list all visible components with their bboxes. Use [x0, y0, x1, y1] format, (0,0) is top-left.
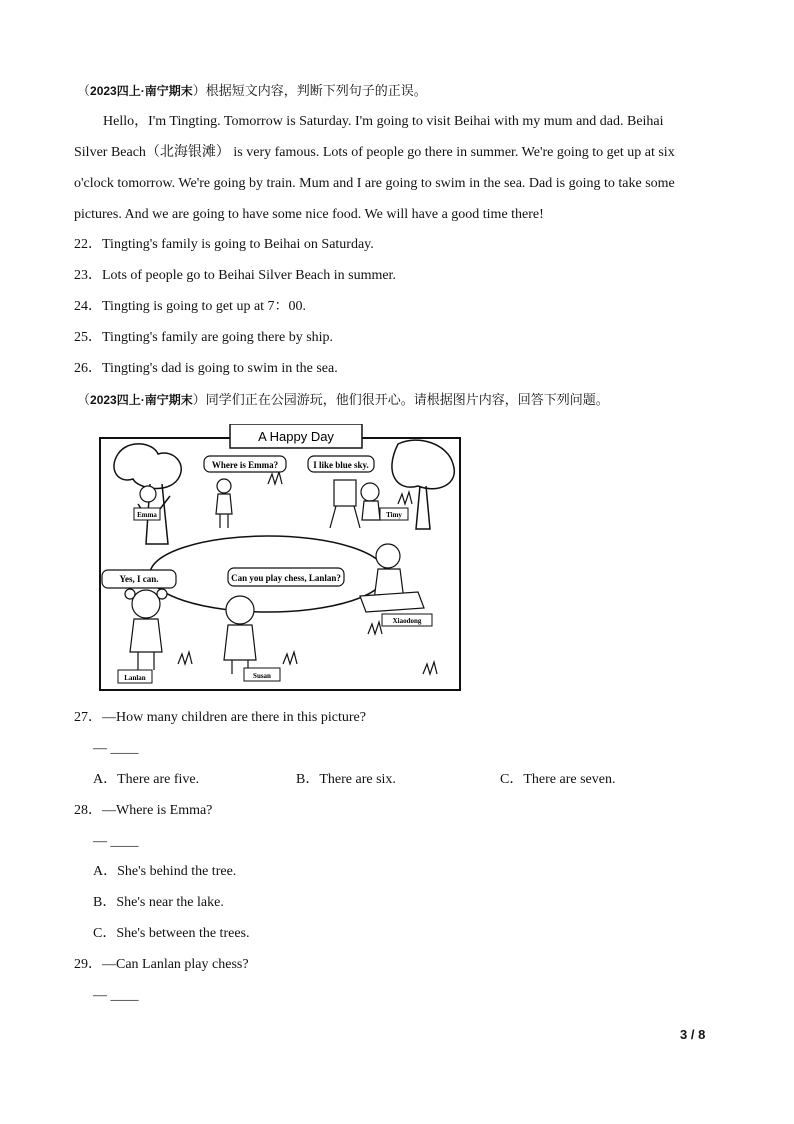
page-number: 3 / 8 — [680, 1027, 706, 1042]
source-paren: （ — [77, 83, 91, 98]
question-text: Tingting's dad is going to swim in the sea. — [102, 361, 338, 376]
passage-line-3: o'clock tomorrow. We're going by train. Mum and I are going to swim in the sea. Dad is going to take some — [74, 176, 675, 191]
question-text: —Can Lanlan play chess? — [102, 957, 249, 972]
question-text: Tingting's family is going to Beihai on Saturday. — [102, 237, 374, 252]
question-text: Tingting is going to get up at 7：00. — [102, 299, 307, 314]
section1-source — [77, 82, 427, 100]
question-24 — [74, 298, 306, 316]
label-emma-text: Emma — [137, 511, 157, 519]
question-number: 24． — [74, 299, 102, 314]
bubble-timy-text: I like blue sky. — [313, 460, 369, 470]
child-behind-tree-figure — [140, 486, 156, 502]
illustration-title: A Happy Day — [258, 429, 334, 444]
bubble-lanlan-text: Yes, I can. — [119, 574, 159, 584]
question-27 — [74, 709, 366, 727]
option-text: There are five. — [117, 772, 200, 787]
option-text: There are six. — [319, 772, 396, 787]
option-28-b[interactable] — [93, 894, 224, 912]
question-text: —How many children are there in this picture? — [102, 710, 366, 725]
option-text: She's between the trees. — [116, 926, 250, 941]
question-28 — [74, 802, 212, 820]
answer-blank-27[interactable]: — ____ — [93, 741, 139, 756]
label-lanlan-text: Lanlan — [124, 674, 146, 682]
passage-line-4: pictures. And we are going to have some nice food. We will have a good time there! — [74, 207, 544, 222]
option-label: C． — [500, 772, 524, 787]
question-23 — [74, 267, 396, 285]
option-text: She's behind the tree. — [117, 864, 237, 879]
source-tag: 2023四上·南宁期末 — [90, 393, 193, 407]
option-28-a[interactable] — [93, 863, 236, 881]
option-27-a[interactable] — [93, 771, 199, 789]
section2-instruction: ）同学们正在公园游玩，他们很开心。请根据图片内容，回答下列问题。 — [192, 392, 609, 407]
label-susan-text: Susan — [253, 672, 271, 680]
answer-blank-29[interactable]: — ____ — [93, 988, 139, 1003]
question-26 — [74, 360, 338, 378]
question-25 — [74, 329, 333, 347]
option-label: A． — [93, 772, 118, 787]
question-number: 29． — [74, 957, 102, 972]
option-text: She's near the lake. — [116, 895, 224, 910]
question-number: 25． — [74, 330, 102, 345]
option-28-c[interactable] — [93, 925, 250, 943]
bubble-susan-text: Can you play chess, Lanlan? — [231, 573, 341, 583]
passage-line-2: Silver Beach（北海银滩） is very famous. Lots of people go there in summer. We're going to get up at six — [74, 145, 675, 160]
option-label: C． — [93, 926, 117, 941]
question-text: Lots of people go to Beihai Silver Beach in summer. — [102, 268, 396, 283]
option-label: B． — [93, 895, 117, 910]
section2-source — [77, 391, 609, 409]
option-27-b[interactable] — [296, 771, 396, 789]
question-number: 22． — [74, 237, 102, 252]
section1-instruction: ）根据短文内容，判断下列句子的正误。 — [192, 83, 427, 98]
question-number: 26． — [74, 361, 102, 376]
option-label: A． — [93, 864, 118, 879]
option-label: B． — [296, 772, 320, 787]
source-paren: （ — [77, 392, 91, 407]
question-text: Tingting's family are going there by ship. — [102, 330, 334, 345]
label-xiaodong-text: Xiaodong — [392, 617, 422, 625]
option-27-c[interactable] — [500, 771, 615, 789]
question-number: 23． — [74, 268, 102, 283]
passage-line-1: Hello，I'm Tingting. Tomorrow is Saturday. I'm going to visit Beihai with my mum and dad. Beihai — [103, 114, 664, 129]
label-timy-text: Timy — [386, 511, 402, 519]
question-number: 27． — [74, 710, 102, 725]
question-29 — [74, 956, 249, 974]
bubble-where-is-emma-text: Where is Emma? — [211, 460, 279, 470]
question-text: —Where is Emma? — [102, 803, 213, 818]
question-number: 28． — [74, 803, 102, 818]
answer-blank-28[interactable]: — ____ — [93, 834, 139, 849]
question-22 — [74, 236, 374, 254]
source-tag: 2023四上·南宁期末 — [90, 84, 193, 98]
option-text: There are seven. — [523, 772, 616, 787]
happy-day-illustration — [98, 424, 462, 692]
